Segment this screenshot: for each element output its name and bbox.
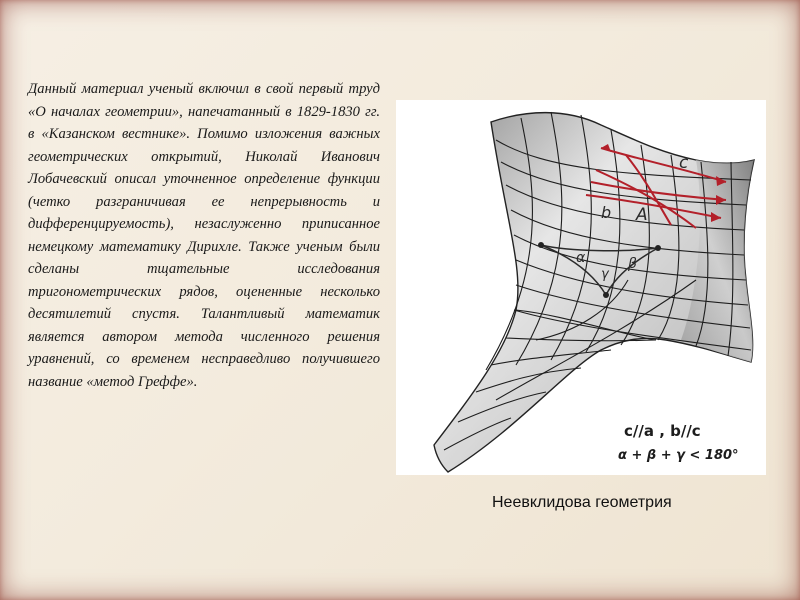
label-gamma: γ [601, 267, 609, 282]
pseudosphere-figure [396, 100, 766, 475]
formula-parallel: c//a , b//c [624, 422, 701, 440]
label-alpha: α [576, 250, 586, 266]
label-beta: β [628, 256, 637, 272]
label-b: b [601, 203, 612, 222]
body-paragraph: Данный материал ученый включил в свой первый труд «О началах геометрии», напечатанный в 1829-1830 гг. в «Казанском вестнике». Помимо изложения важных геометрических открытий, Николай Иванович Лобачевский описал уточненное определение функции (четко разграничивая ее непрерывность и дифференцируемость), незаслуженно приписанное немецкому математику Дирихле. Также ученым были сделаны тщательные исследования тригонометрических рядов, оцененные несколько десятилетий спустя. Талантливый математик является автором метода численного решения уравнений, со временем несправедливо получившего название «метод Греффе». [28, 81, 380, 390]
label-c: c [679, 153, 689, 173]
formula-angle-sum: α + β + γ < 180° [618, 448, 739, 463]
label-A: A [636, 205, 648, 225]
figure-caption: Неевклидова геометрия [492, 494, 672, 511]
pseudosphere-illustration [396, 100, 766, 475]
